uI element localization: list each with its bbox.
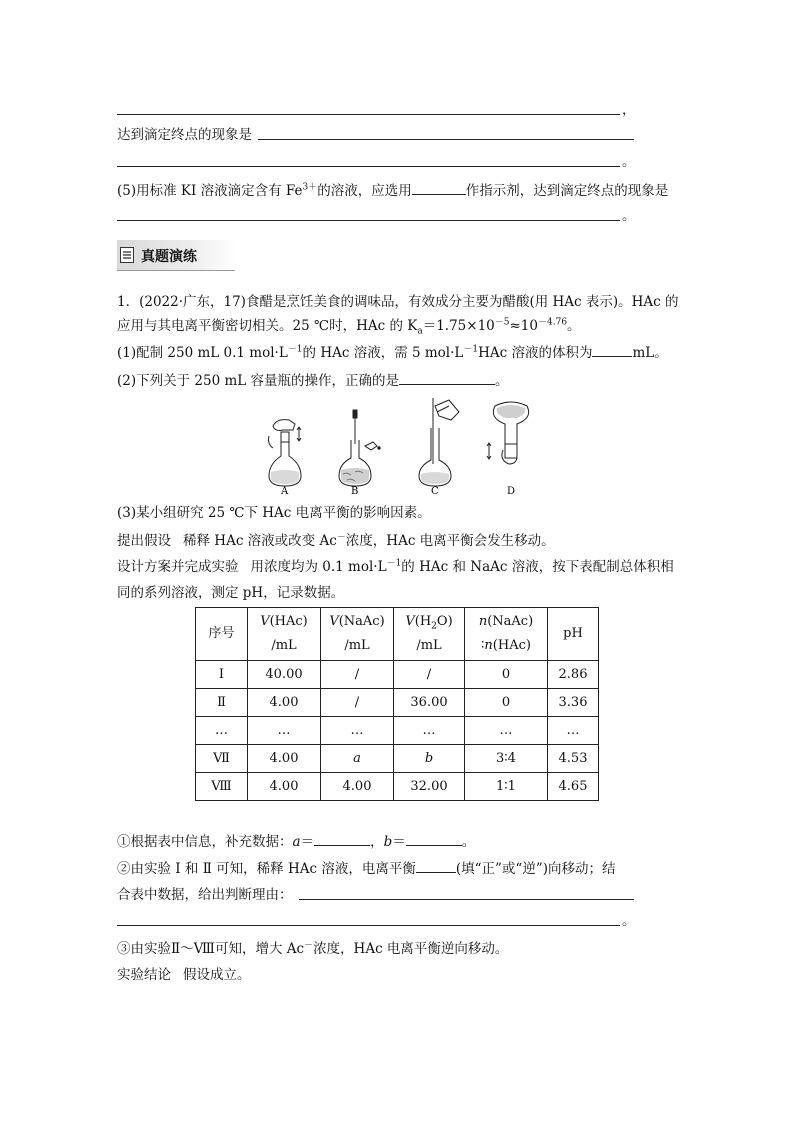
section-title: 真题演练 <box>141 249 197 265</box>
q1-part2: (2)下列关于 250 mL 容量瓶的操作，正确的是 。 <box>117 373 509 389</box>
sub-question-2: ②由实验 Ⅰ 和 Ⅱ 可知，稀释 HAc 溶液，电离平衡 (填“正”或“逆”)向移动；结 <box>117 861 616 877</box>
endpoint-label: 达到滴定终点的现象是 <box>117 127 252 143</box>
design-line2: 同的系列溶液，测定 pH，记录数据。 <box>117 585 345 601</box>
answer-line-4[interactable] <box>117 220 620 221</box>
answer-line-2[interactable] <box>258 139 634 140</box>
flask-a <box>269 420 302 486</box>
q1-intro-line1: 1．(2022·广东，17)食醋是烹饪美食的调味品，有效成分主要为醋酸(用 HAc 表示)。HAc 的 <box>117 294 679 310</box>
table-row: Ⅱ 4.00 / 36.00 0 3.36 <box>196 689 599 717</box>
period-mark-3: 。 <box>622 913 636 929</box>
figure-label-b: B <box>351 486 359 494</box>
period-mark: 。 <box>622 154 636 170</box>
answer-line-1[interactable] <box>117 114 620 115</box>
question-5: (5)用标准 KI 溶液滴定含有 $Fe^{3+}$的溶液，应选用 作指示剂，达到滴定终点的现象是 <box>117 182 669 199</box>
conclusion: 实验结论 假设成立。 <box>117 967 251 983</box>
flask-operations-figure <box>255 398 545 494</box>
figure-label-a: A <box>281 486 289 494</box>
document-icon <box>120 247 134 263</box>
answer-line-3[interactable] <box>117 166 620 167</box>
table-header-row <box>196 608 599 661</box>
header-cell: pH <box>548 608 599 661</box>
header-cell: $V(H_2O)$ /mL <box>394 608 465 661</box>
q1-part3: (3)某小组研究 25 ℃下 HAc 电离平衡的影响因素。 <box>117 505 431 521</box>
table-row: Ⅷ 4.00 4.00 32.00 1∶1 4.65 <box>196 773 599 801</box>
figure-label-c: C <box>431 486 439 494</box>
header-cell: V(NaAc) /mL <box>321 608 394 661</box>
comma-mark: ， <box>622 102 636 118</box>
section-divider <box>117 270 235 271</box>
header-cell: n(NaAc) ∶n(HAc) <box>465 608 548 661</box>
flask-b <box>339 410 380 486</box>
sub-question-2-line2: 合表中数据，给出判断理由： <box>117 887 293 903</box>
blank-b[interactable] <box>406 833 462 846</box>
table-row: … … … … … … <box>196 717 599 745</box>
blank-a[interactable] <box>314 833 370 846</box>
flask-d <box>487 402 529 464</box>
header-cell: V(HAc) /mL <box>248 608 321 661</box>
reason-line-2[interactable] <box>117 925 620 926</box>
sub-question-3: ③由实验Ⅱ～Ⅷ可知，增大 Ac－浓度，HAc 电离平衡逆向移动。 <box>117 940 509 957</box>
hypothesis: 提出假设 稀释 HAc 溶液或改变 Ac－浓度，HAc 电离平衡会发生移动。 <box>117 532 555 549</box>
design-line1: 设计方案并完成实验 用浓度均为 0.1 $mol\cdot L^{-1}$的 HAc 和 NaAc 溶液，按下表配制总体积相 <box>117 558 674 575</box>
experiment-table <box>195 607 599 801</box>
indicator-blank[interactable] <box>412 182 466 195</box>
q1-part1: (1)配制 250 mL 0.1 $mol\cdot L^{-1}$的 HAc 溶液，需 5 $mol\cdot L^{-1}HAc$ 溶液的体积为 mL。 <box>117 344 668 361</box>
period-mark-2: 。 <box>622 208 636 224</box>
choice-blank[interactable] <box>399 372 495 385</box>
q1-intro-line2: 应用与其电离平衡密切相关。25 ℃时，HAc 的 $K_a=1.75\times 10^{-5}\approx 10^{-4.76}$。 <box>117 317 581 337</box>
sub-question-1: ①根据表中信息，补充数据：a＝ ，b＝ 。 <box>117 834 476 850</box>
table-row: Ⅰ 40.00 / / 0 2.86 <box>196 661 599 689</box>
figure-label-d: D <box>507 486 516 494</box>
section-header <box>117 240 235 270</box>
reason-line-1[interactable] <box>299 899 634 900</box>
header-cell: 序号 <box>196 608 248 661</box>
volume-blank[interactable] <box>592 344 632 357</box>
table-row: Ⅶ 4.00 a b 3∶4 4.53 <box>196 745 599 773</box>
direction-blank[interactable] <box>416 860 456 873</box>
flask-c <box>419 398 459 486</box>
